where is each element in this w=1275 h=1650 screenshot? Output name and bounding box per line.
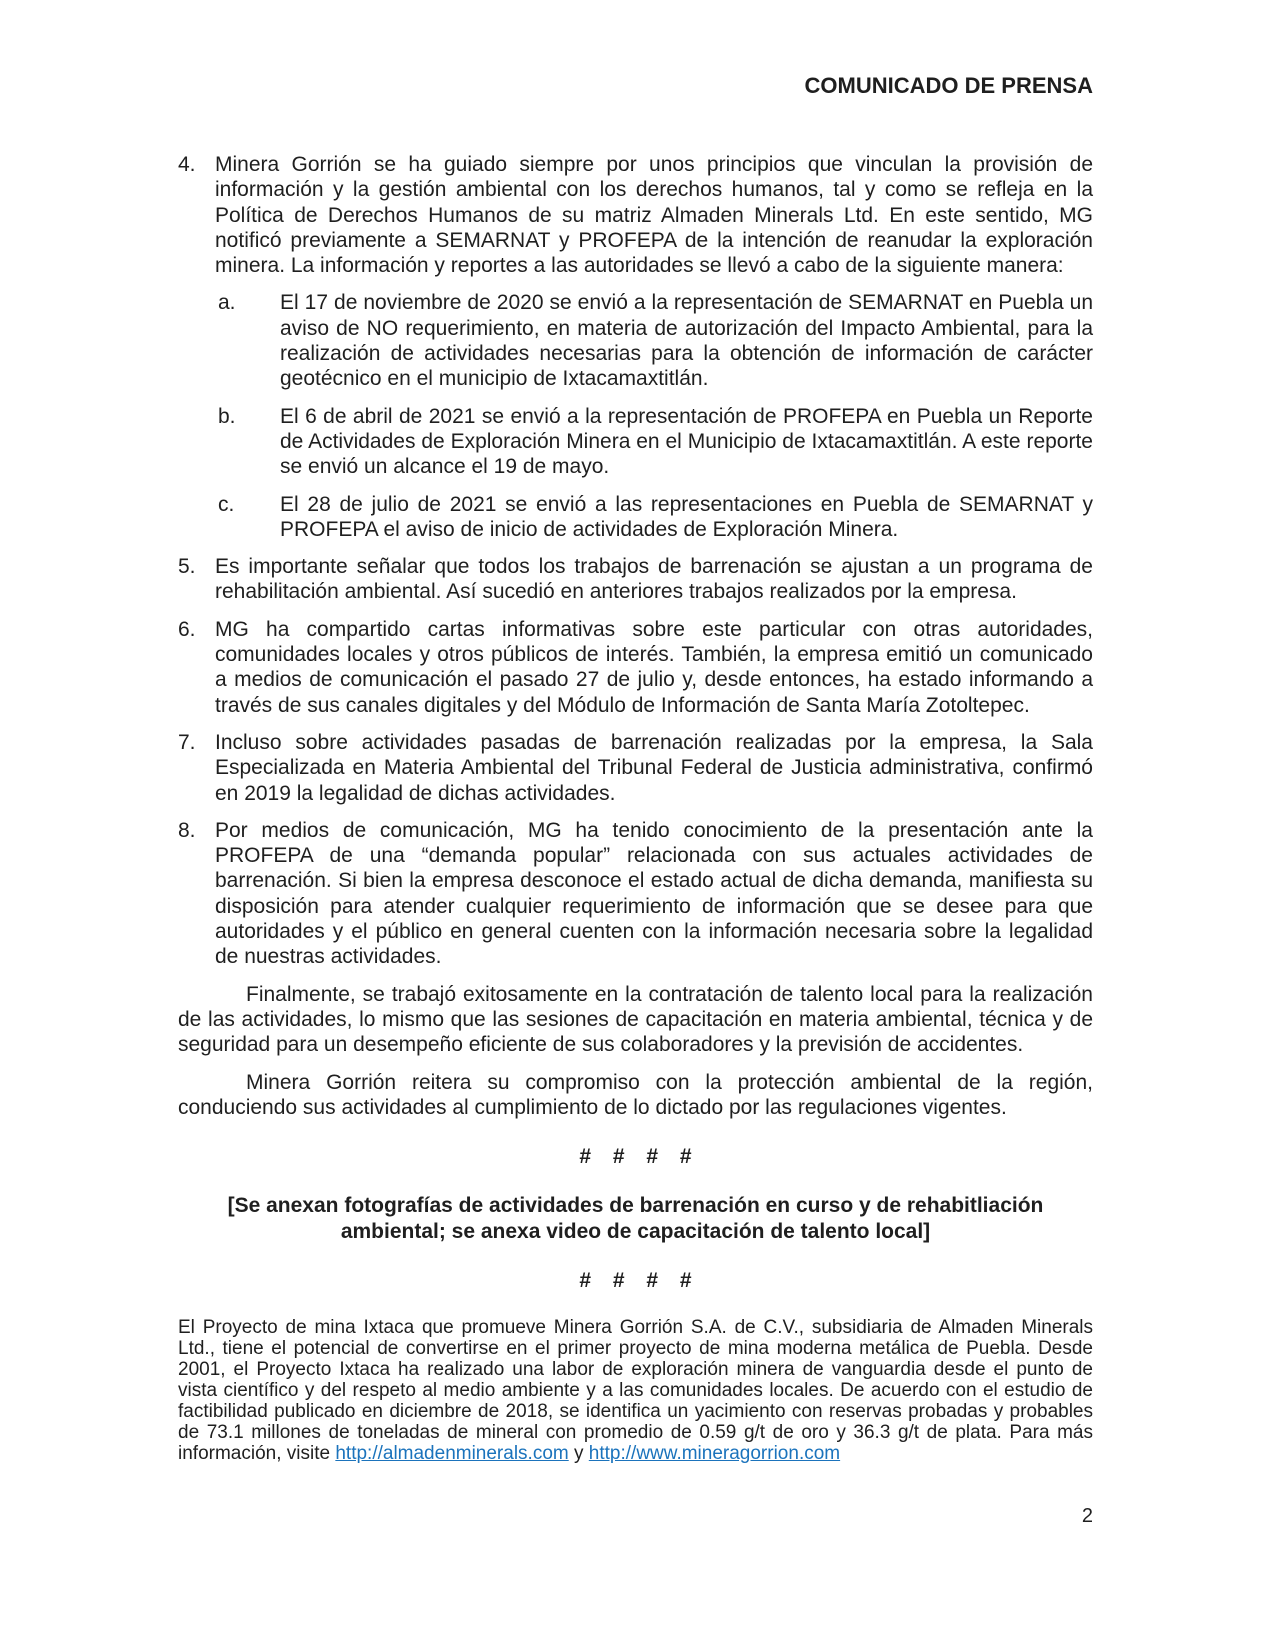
list-item-number: 6. bbox=[178, 617, 196, 641]
list-item-5 bbox=[178, 554, 1093, 605]
sub-list-item-letter: b. bbox=[218, 404, 236, 428]
list-item-8 bbox=[178, 818, 1093, 970]
sub-list-item-text: El 17 de noviembre de 2020 se envió a la representación de SEMARNAT en Puebla un aviso de NO requerimiento, en materia de autorización del Impacto Ambiental, para la realización de actividades necesarias para la obtención de información de carácter geotécnico en el municipio de Ixtacamaxtitlán. bbox=[280, 291, 1093, 391]
numbered-list bbox=[178, 152, 1093, 970]
almadenminerals-link[interactable]: http://almadenminerals.com bbox=[335, 1443, 569, 1465]
boilerplate-text: El Proyecto de mina Ixtaca que promueve Minera Gorrión S.A. de C.V., subsidiaria de Almaden Minerals Ltd., tiene el potencial de convertirse en el primer proyecto de mina moderna metálica de Puebla. Desde 2001, el Proyecto Ixtaca ha realizado una labor de exploración minera de vanguardia desde el punto de vista científico y del respeto al medio ambiente y a las comunidades locales. De acuerdo con el estudio de factibilidad publicado en diciembre de 2018, se identifica un yacimiento con reservas probadas y probables de 73.1 millones de toneladas de mineral con promedio de 0.59 g/t de oro y 36.3 g/t de plata. Para más información, visite bbox=[178, 1317, 1093, 1465]
list-item-number: 5. bbox=[178, 555, 196, 579]
sub-list-item-letter: a. bbox=[218, 291, 236, 315]
list-item-6 bbox=[178, 617, 1093, 718]
list-item-7 bbox=[178, 730, 1093, 806]
boilerplate-connector: y bbox=[568, 1443, 589, 1465]
list-item-number: 8. bbox=[178, 818, 196, 842]
paragraph-compromiso: Minera Gorrión reitera su compromiso con la protección ambiental de la región, conduciendo sus actividades al cumplimiento de lo dictado por las regulaciones vigentes. bbox=[178, 1070, 1093, 1119]
list-item-number: 4. bbox=[178, 153, 196, 176]
sub-list-item-text: El 6 de abril de 2021 se envió a la representación de PROFEPA en Puebla un Reporte de Actividades de Exploración Minera en el Municipio de Ixtacamaxtitlán. A este reporte se envió un alcance el 19 de mayo. bbox=[280, 404, 1093, 479]
sub-list-item-b bbox=[218, 404, 1093, 480]
separator-hashes-2: # # # # bbox=[579, 1268, 692, 1292]
list-item-number: 7. bbox=[178, 730, 196, 754]
mineragorrion-link[interactable]: http://www.mineragorrion.com bbox=[588, 1443, 841, 1465]
sub-list-item-a bbox=[218, 290, 1093, 391]
list-item-text: Es importante señalar que todos los trabajos de barrenación se ajustan a un programa de rehabilitación ambiental. Así sucedió en anteriores trabajos realizados por la empresa. bbox=[215, 555, 1093, 604]
list-item-text: MG ha compartido cartas informativas sobre este particular con otras autoridades, comunidades locales y otros públicos de interés. También, la empresa emitió un comunicado a medios de comunicación el pasado 27 de julio y, desde entonces, ha estado informando a través de sus canales digitales y del Módulo de Información de Santa María Zotoltepec. bbox=[215, 617, 1093, 717]
list-item-text: Minera Gorrión se ha guiado siempre por unos principios que vinculan la provisión de información y la gestión ambiental con los derechos humanos, tal y como se refleja en la Política de Derechos Humanos de su matriz Almaden Minerals Ltd. En este sentido, MG notificó previamente a SEMARNAT y PROFEPA de la intención de reanudar la exploración minera. La información y reportes a las autoridades se llevó a cabo de la siguiente manera: bbox=[215, 153, 1093, 278]
separator-hashes-1: # # # # bbox=[579, 1145, 692, 1169]
page-number: 2 bbox=[1081, 1505, 1093, 1528]
paragraph-finalmente: Finalmente, se trabajó exitosamente en la contratación de talento local para la realización de las actividades, lo mismo que las sesiones de capacitación en materia ambiental, técnica y de seguridad para un desempeño eficiente de sus colaboradores y la previsión de accidentes. bbox=[178, 982, 1093, 1057]
sub-list-item-c bbox=[218, 492, 1093, 543]
sub-list-item-letter: c. bbox=[218, 492, 235, 516]
list-item-text: Incluso sobre actividades pasadas de barrenación realizadas por la empresa, la Sala Especializada en Materia Ambiental del Tribunal Federal de Justicia administrativa, confirmó en 2019 la legalidad de dichas actividades. bbox=[215, 730, 1093, 805]
list-item-text: Por medios de comunicación, MG ha tenido conocimiento de la presentación ante la PROFEPA de una “demanda popular” relacionada con sus actuales actividades de barrenación. Si bien la empresa desconoce el estado actual de dicha demanda, manifiesta su disposición para atender cualquier requerimiento de información que se desee para que autoridades y el público en general cuenten con la información necesaria sobre la legalidad de nuestras actividades. bbox=[215, 818, 1093, 969]
list-item-4 bbox=[178, 152, 1093, 278]
sub-list-item-text: El 28 de julio de 2021 se envió a las representaciones en Puebla de SEMARNAT y PROFEPA el aviso de inicio de actividades de Exploración Minera. bbox=[280, 492, 1093, 541]
boilerplate-paragraph bbox=[178, 1317, 1093, 1464]
document-title: COMUNICADO DE PRENSA bbox=[804, 73, 1093, 98]
attachment-note: [Se anexan fotografías de actividades de barrenación en curso y de rehabitliación ambiental; se anexa video de capacitación de talento local] bbox=[227, 1194, 1044, 1243]
